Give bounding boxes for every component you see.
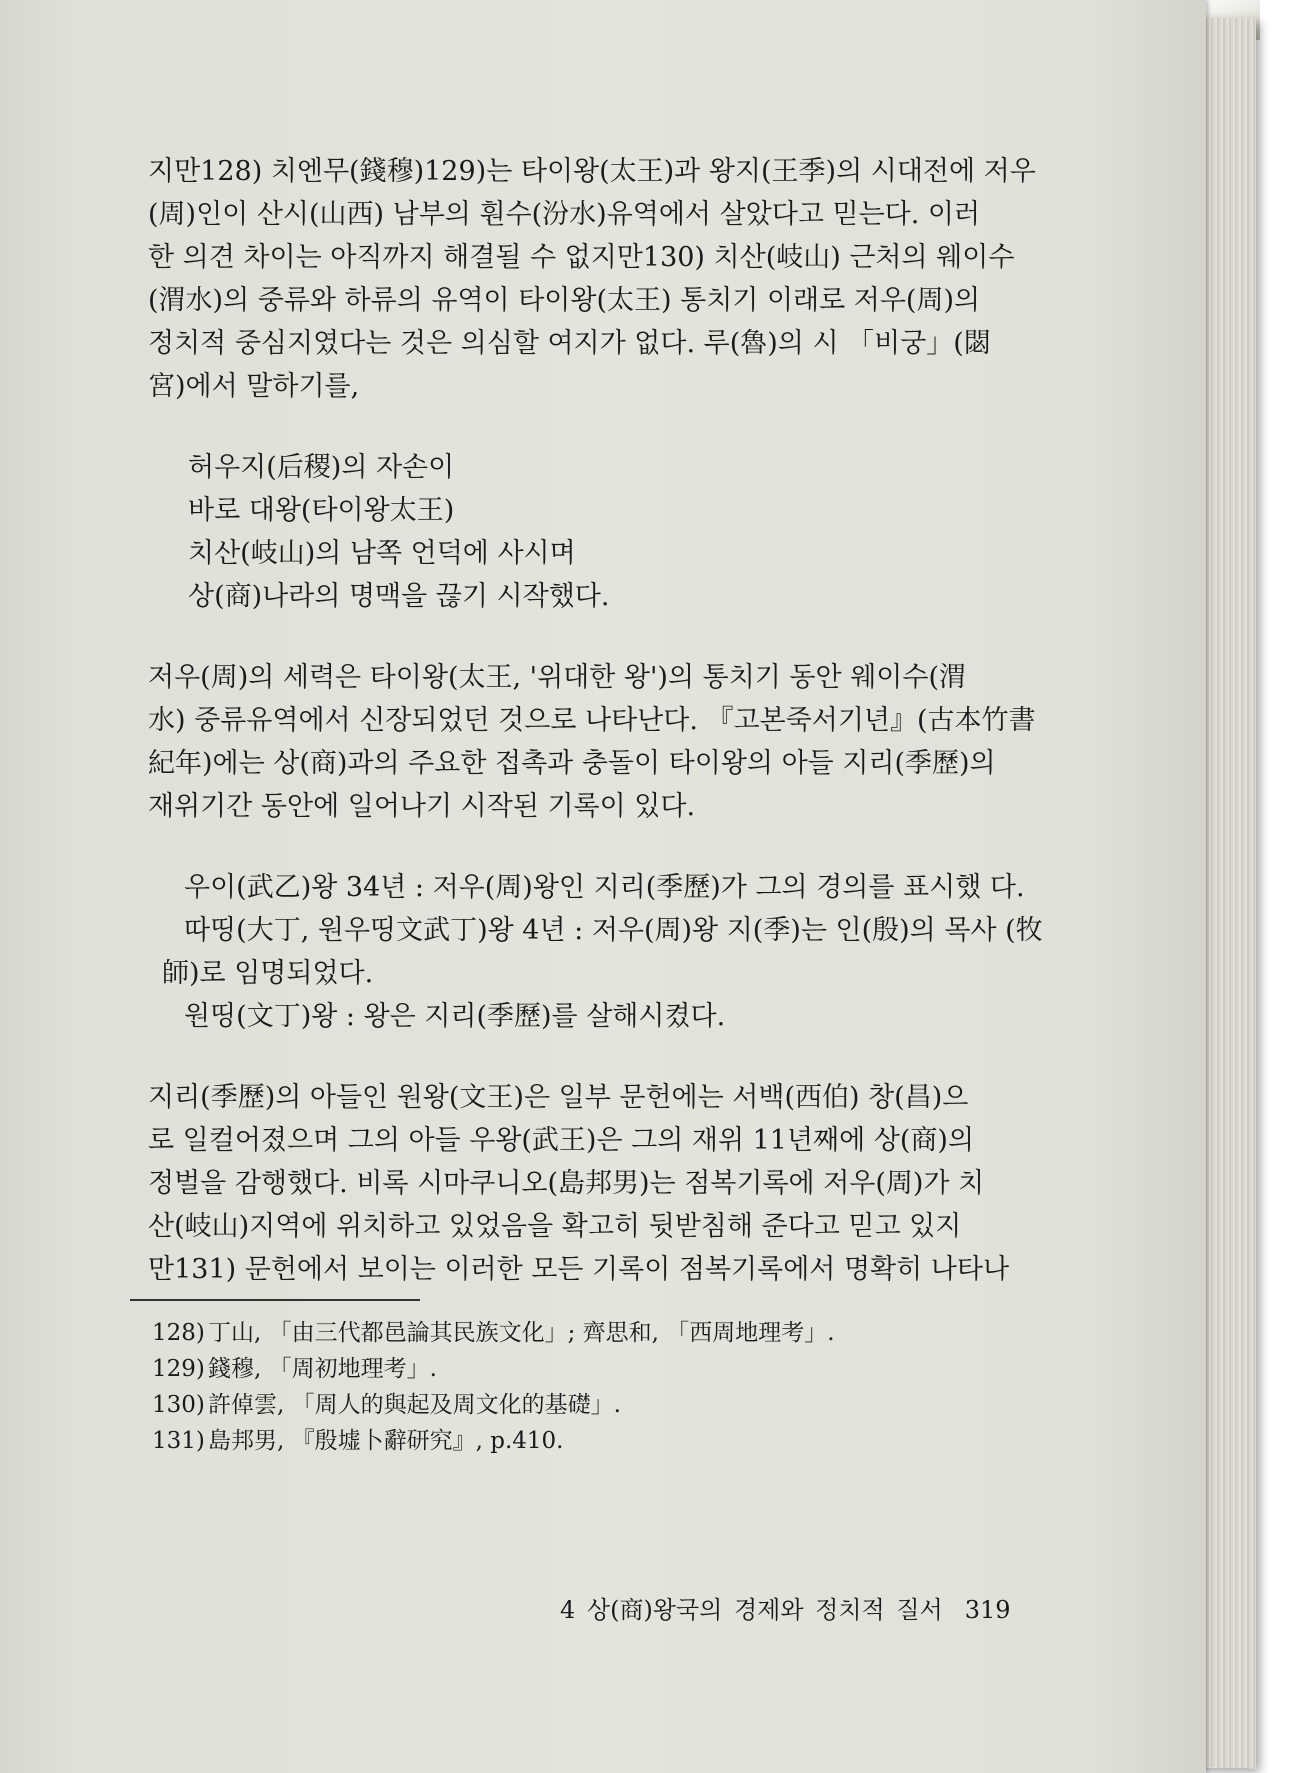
footnote-text: 錢穆, 「周初地理考」.: [208, 1356, 437, 1382]
footnote-number: 129): [152, 1356, 205, 1382]
paragraph-1: [130, 150, 1060, 408]
text-line: 宮)에서 말하기를,: [148, 371, 360, 402]
chronicle-entry: 따띵(大丁, 원우띵文武丁)왕 4년 : 저우(周)왕 지(季)는 인(殷)의 목사 (牧師)로 임명되었다.: [162, 915, 1043, 989]
paragraph-3: [130, 1076, 1060, 1291]
footnote-divider: [130, 1299, 420, 1301]
text-line: 정벌을 감행했다. 비록 시마쿠니오(島邦男)는 점복기록에 저우(周)가 치: [148, 1168, 985, 1199]
footnote: [152, 1387, 1060, 1423]
verse-line: 상(商)나라의 명맥을 끊기 시작했다.: [188, 581, 610, 612]
footnote: [152, 1423, 1060, 1459]
text-line: 紀年)에는 상(商)과의 주요한 접촉과 충돌이 타이왕의 아들 지리(季歷)의: [148, 748, 996, 779]
footnote: [152, 1351, 1060, 1387]
text-line: 재위기간 동안에 일어나기 시작된 기록이 있다.: [148, 791, 696, 822]
footnote-text: 許倬雲, 「周人的與起及周文化的基礎」.: [208, 1392, 621, 1418]
footnote-text: 島邦男, 『殷墟卜辭研究』, p.410.: [208, 1428, 564, 1454]
paragraph-2: [130, 656, 1060, 828]
verse-line: 허우지(后稷)의 자손이: [188, 452, 455, 483]
chapter-title: 4 상(商)왕국의 경제와 정치적 질서: [560, 1596, 943, 1624]
verse-quote: [188, 446, 1060, 618]
footnote-number: 131): [152, 1428, 205, 1454]
text-line: (渭水)의 중류와 하류의 유역이 타이왕(太王) 통치기 이래로 저우(周)의: [148, 285, 981, 316]
text-line: 지만128) 치엔무(錢穆)129)는 타이왕(太王)과 왕지(王季)의 시대전에 저우: [148, 156, 1036, 187]
footnote: [152, 1315, 1060, 1351]
footnote-text: 丁山, 「由三代都邑論其民族文化」; 齊思和, 「西周地理考」.: [208, 1320, 835, 1346]
footnotes: [130, 1315, 1060, 1459]
text-line: 저우(周)의 세력은 타이왕(太王, '위대한 왕')의 통치기 동안 웨이수(渭: [148, 662, 966, 693]
text-line: (周)인이 산시(山西) 남부의 훤수(汾水)유역에서 살았다고 믿는다. 이러: [148, 199, 981, 230]
verse-line: 치산(岐山)의 남쪽 언덕에 사시며: [188, 538, 576, 569]
text-line: 지리(季歷)의 아들인 원왕(文王)은 일부 문헌에는 서백(西伯) 창(昌)으: [148, 1082, 969, 1113]
running-footer: [560, 1590, 1011, 1625]
text-line: 산(岐山)지역에 위치하고 있었음을 확고히 뒷받침해 준다고 믿고 있지: [148, 1211, 962, 1242]
chronicle-quote: [162, 866, 1060, 1038]
text-line: 정치적 중심지였다는 것은 의심할 여지가 없다. 루(魯)의 시 「비궁」(閟: [148, 328, 991, 359]
chronicle-entry: 원띵(文丁)왕 : 왕은 지리(季歷)를 살해시켰다.: [184, 1001, 726, 1032]
text-line: 한 의견 차이는 아직까지 해결될 수 없지만130) 치산(岐山) 근처의 웨이수: [148, 242, 1015, 273]
page-content: [130, 150, 1060, 1459]
chronicle-entry: 우이(武乙)왕 34년 : 저우(周)왕인 지리(季歷)가 그의 경의를 표시했 다.: [184, 872, 1025, 903]
text-line: 水) 중류유역에서 신장되었던 것으로 나타난다. 『고본죽서기년』(古本竹書: [148, 705, 1036, 736]
page-number: 319: [964, 1596, 1011, 1624]
text-line: 만131) 문헌에서 보이는 이러한 모든 기록이 점복기록에서 명확히 나타나: [148, 1254, 1010, 1285]
footnote-number: 128): [152, 1320, 205, 1346]
verse-line: 바로 대왕(타이왕太王): [188, 495, 455, 526]
footnote-number: 130): [152, 1392, 205, 1418]
text-line: 로 일컬어졌으며 그의 아들 우왕(武王)은 그의 재위 11년째에 상(商)의: [148, 1125, 975, 1156]
